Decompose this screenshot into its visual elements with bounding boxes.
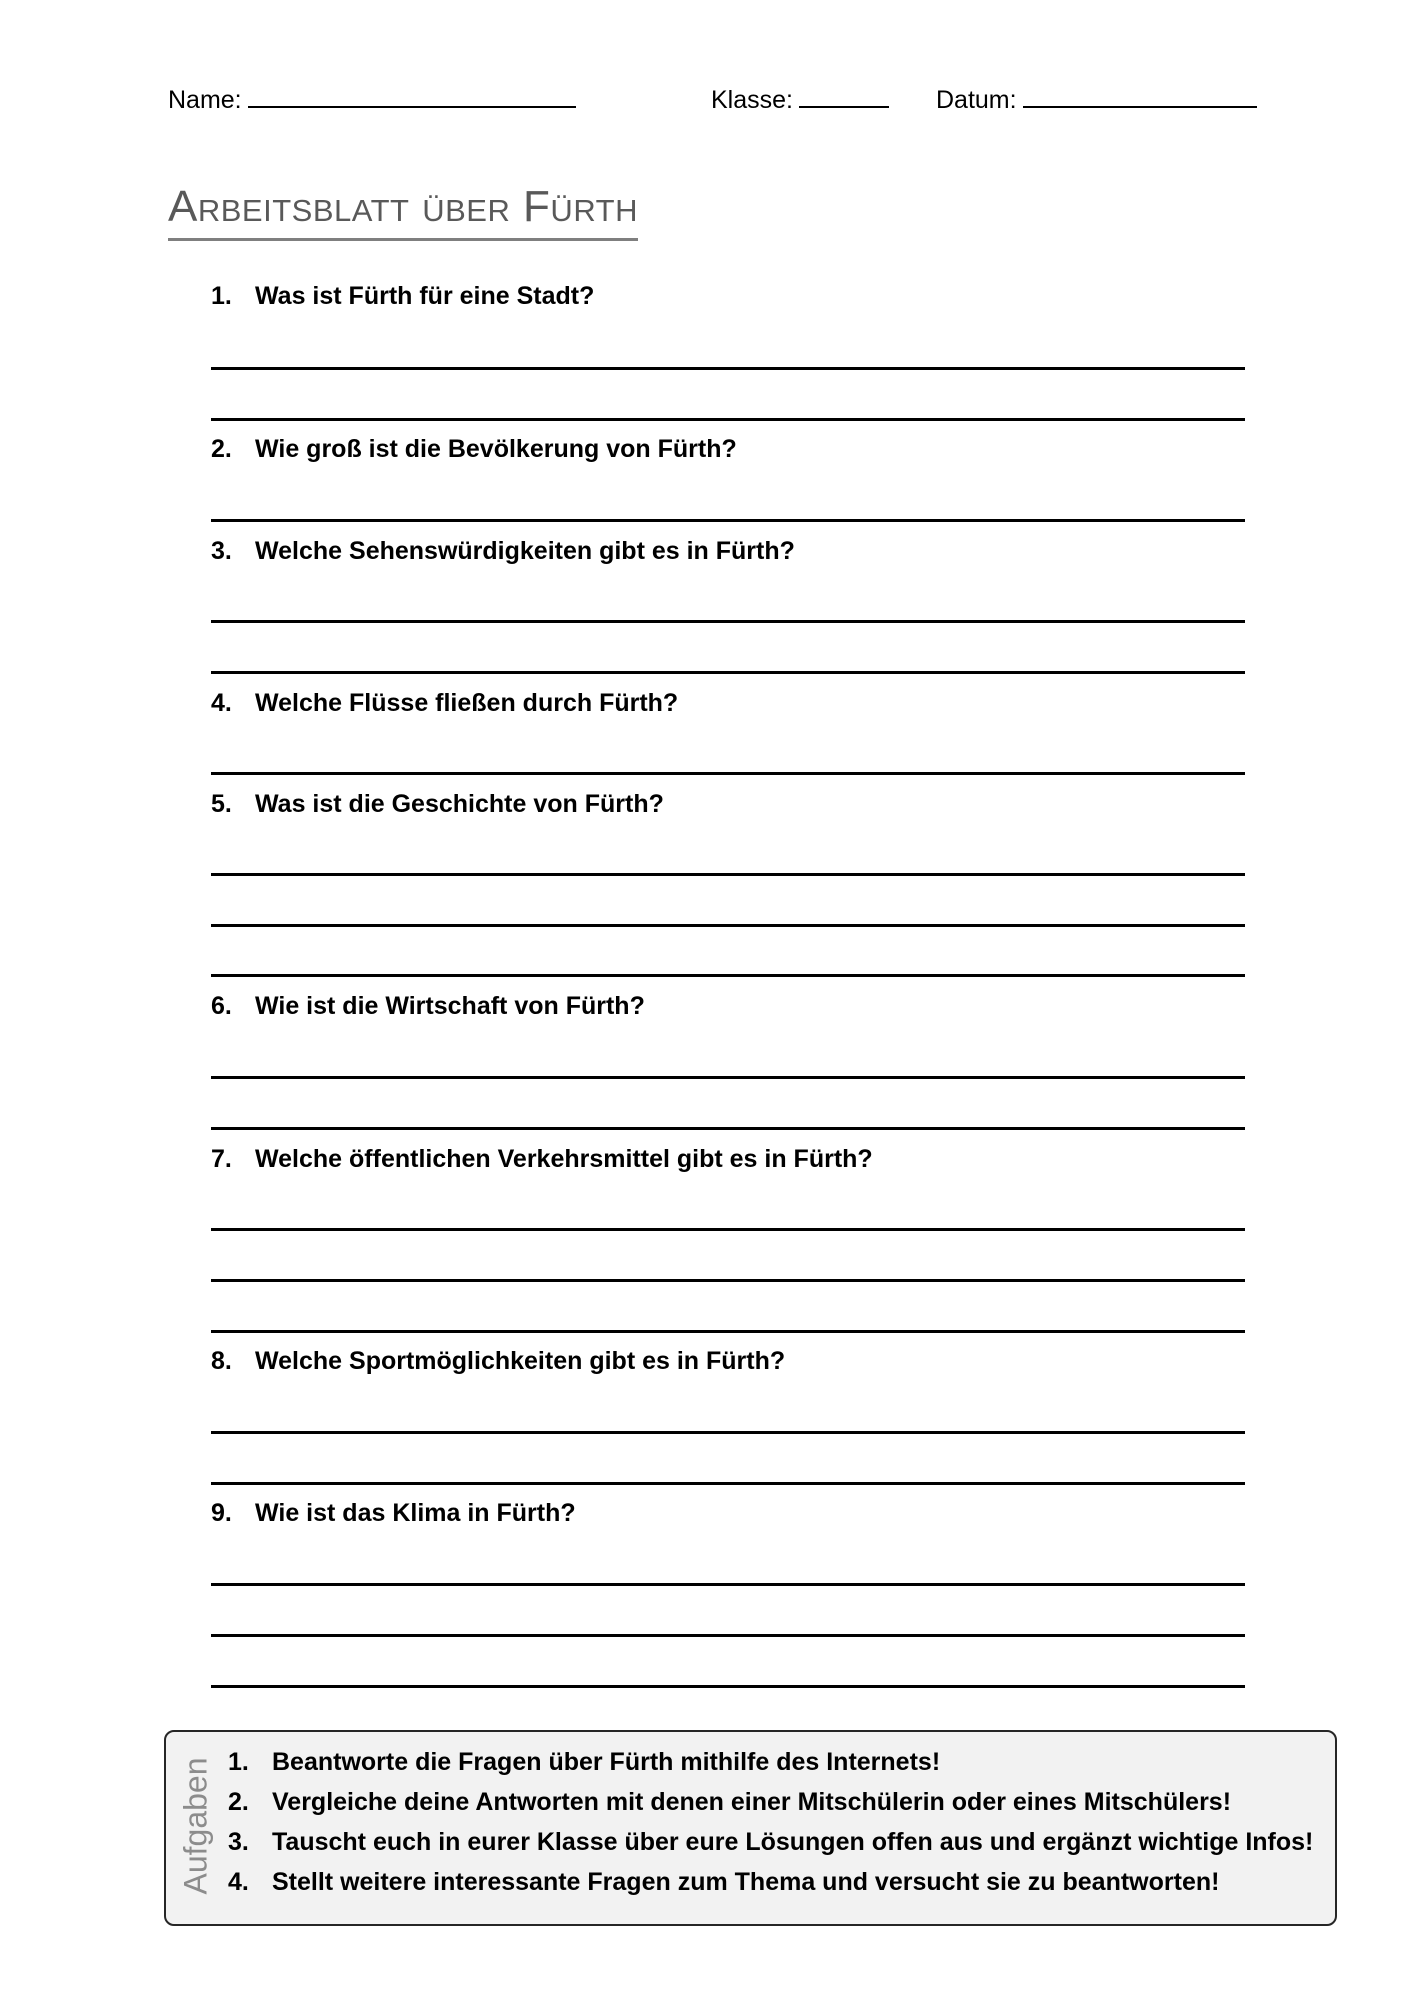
task-number: 1. xyxy=(228,1748,249,1776)
question-number: 6. xyxy=(211,992,232,1020)
klasse-blank[interactable] xyxy=(799,84,889,108)
question-number: 8. xyxy=(211,1347,232,1375)
question-number: 4. xyxy=(211,689,232,717)
question-number: 7. xyxy=(211,1145,232,1173)
question-number: 2. xyxy=(211,435,232,463)
answer-line[interactable] xyxy=(211,620,1245,623)
klasse-field[interactable] xyxy=(711,84,889,115)
answer-line[interactable] xyxy=(211,1583,1245,1586)
datum-blank[interactable] xyxy=(1023,84,1257,108)
question-text: Was ist die Geschichte von Fürth? xyxy=(255,790,664,818)
answer-line[interactable] xyxy=(211,418,1245,421)
name-blank[interactable] xyxy=(248,84,576,108)
answer-line[interactable] xyxy=(211,1076,1245,1079)
klasse-label: Klasse: xyxy=(711,86,793,114)
question-text: Welche Sehenswürdigkeiten gibt es in Fürth? xyxy=(255,537,795,565)
datum-label: Datum: xyxy=(936,86,1017,114)
question-text: Welche Sportmöglichkeiten gibt es in Fürth? xyxy=(255,1347,786,1375)
question-text: Wie ist das Klima in Fürth? xyxy=(255,1499,576,1527)
task-text: Vergleiche deine Antworten mit denen einer Mitschülerin oder eines Mitschülers! xyxy=(272,1788,1232,1816)
name-label: Name: xyxy=(168,86,242,114)
answer-line[interactable] xyxy=(211,671,1245,674)
answer-line[interactable] xyxy=(211,974,1245,977)
task-box-label-text: Aufgaben xyxy=(177,1757,214,1895)
answer-line[interactable] xyxy=(211,1482,1245,1485)
task-number: 2. xyxy=(228,1788,249,1816)
question-number: 1. xyxy=(211,282,232,310)
question-text: Welche Flüsse fließen durch Fürth? xyxy=(255,689,679,717)
answer-line[interactable] xyxy=(211,1228,1245,1231)
answer-line[interactable] xyxy=(211,924,1245,927)
question-number: 3. xyxy=(211,537,232,565)
answer-line[interactable] xyxy=(211,772,1245,775)
answer-line[interactable] xyxy=(211,873,1245,876)
question-text: Wie groß ist die Bevölkerung von Fürth? xyxy=(255,435,737,463)
answer-line[interactable] xyxy=(211,1634,1245,1637)
task-text: Tauscht euch in eurer Klasse über eure Lösungen offen aus und ergänzt wichtige Infos! xyxy=(272,1828,1314,1856)
question-number: 5. xyxy=(211,790,232,818)
question-number: 9. xyxy=(211,1499,232,1527)
task-text: Beantworte die Fragen über Fürth mithilfe des Internets! xyxy=(272,1748,941,1776)
datum-field[interactable] xyxy=(936,84,1257,115)
answer-line[interactable] xyxy=(211,519,1245,522)
task-number: 4. xyxy=(228,1868,249,1896)
question-text: Was ist Fürth für eine Stadt? xyxy=(255,282,595,310)
task-number: 3. xyxy=(228,1828,249,1856)
answer-line[interactable] xyxy=(211,1330,1245,1333)
name-field[interactable] xyxy=(168,84,576,115)
task-text: Stellt weitere interessante Fragen zum Thema und versucht sie zu beantworten! xyxy=(272,1868,1220,1896)
question-text: Wie ist die Wirtschaft von Fürth? xyxy=(255,992,645,1020)
answer-line[interactable] xyxy=(211,367,1245,370)
question-text: Welche öffentlichen Verkehrsmittel gibt es in Fürth? xyxy=(255,1145,873,1173)
answer-line[interactable] xyxy=(211,1431,1245,1434)
answer-line[interactable] xyxy=(211,1127,1245,1130)
answer-line[interactable] xyxy=(211,1279,1245,1282)
answer-line[interactable] xyxy=(211,1685,1245,1688)
page-title: Arbeitsblatt über Fürth xyxy=(168,178,638,241)
